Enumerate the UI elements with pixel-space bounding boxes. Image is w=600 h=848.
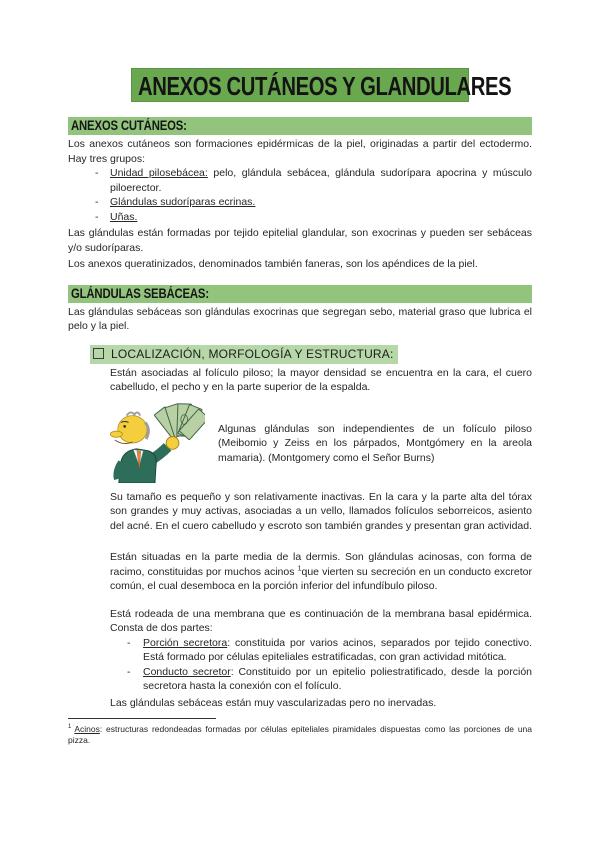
- figure-row: [100, 400, 532, 483]
- document-title-box: [131, 68, 512, 102]
- spacer: [68, 272, 532, 285]
- footnote: [68, 722, 532, 747]
- paragraph: Su tamaño es pequeño y son relativamente inactivas. En la cara y la parte alta del tórax son grandes y muy activas, asociadas a un vello, llamados folículos seborreicos, asiento del acné. En el cuero cabelludo y escroto son también grandes y presentan gran actividad.: [110, 490, 533, 532]
- list-item: [95, 210, 532, 225]
- document-title: ANEXOS CUTÁNEOS Y GLANDULARES: [138, 71, 512, 101]
- bullet-dash: -: [95, 210, 99, 223]
- list-item-text: [110, 166, 532, 195]
- list-item-lead: Uñas.: [110, 210, 138, 223]
- paragraph: Está rodeada de una membrana que es continuación de la membrana basal epidérmica. Consta de dos partes:: [110, 607, 532, 634]
- footnote-term: Acinos: [74, 723, 100, 734]
- paragraph: Están asociadas al folículo piloso; la mayor densidad se encuentra en la cara, el cuero cabelludo, el pecho y en la parte superior de la espalda.: [110, 366, 532, 393]
- bullet-dash: -: [127, 665, 131, 678]
- list-item-text: [143, 636, 532, 665]
- paragraph-text: Están situadas en la parte media de la dermis. Son glándulas acinosas, con forma de racimo, constituidas por muchos acinos: [110, 551, 532, 578]
- spacer: [110, 483, 532, 488]
- list-item-text: [143, 665, 532, 694]
- subsection-body: [110, 366, 532, 395]
- spacer: [110, 533, 532, 548]
- bullet-list: [127, 636, 532, 694]
- section-heading-anexos-cutaneos: [68, 117, 532, 135]
- section-heading-text: GLÁNDULAS SEBÁCEAS:: [71, 285, 209, 301]
- bullet-dash: -: [95, 167, 99, 179]
- document-page: [68, 0, 532, 747]
- checkbox-icon: [93, 348, 104, 359]
- paragraph: Las glándulas sebáceas están muy vascularizadas pero no inervadas.: [110, 696, 437, 709]
- list-item: [127, 665, 532, 694]
- paragraph: Los anexos queratinizados, denominados también faneras, son los apéndices de la piel.: [68, 258, 478, 270]
- list-item-rest: : Constituido por un epitelio poliestratificado, desde la porción secretora hasta la conexión con el folículo.: [143, 665, 533, 692]
- list-item-lead: Unidad pilosebácea:: [110, 167, 208, 179]
- paragraph: Los anexos cutáneos son formaciones epidérmicas de la piel, originadas a partir del ectodermo. Hay tres grupos:: [68, 138, 532, 165]
- bullet-dash: -: [95, 196, 99, 208]
- footnote-marker: 1: [68, 724, 72, 730]
- paragraph-text: que vierten su secreción en un conducto excretor común, el cual desemboca en la porción inferior del infundíbulo piloso.: [110, 565, 533, 592]
- paragraph: Las glándulas están formadas por tejido epitelial glandular, son exocrinas y pueden ser sebáceas y/o sudoríparas.: [68, 227, 532, 254]
- list-item-rest: pelo, glándula sebácea, glándula sudorípara apocrina y músculo piloerector.: [110, 167, 533, 194]
- footnote-text: : estructuras redondeadas formadas por células epiteliales piramidales dispuestas como las porciones de una pizza.: [68, 723, 532, 746]
- subsection-body: [110, 483, 532, 711]
- list-item: [95, 195, 532, 210]
- list-item: [127, 636, 532, 665]
- section-heading-glandulas-sebaceas: [68, 285, 532, 303]
- subsection-heading-row: [90, 345, 532, 364]
- list-item-rest: : constituida por varios acinos, separados por tejido conectivo. Está formado por células epiteliales estratificadas, con gran actividad mitótica.: [143, 636, 532, 663]
- bullet-list: [95, 166, 532, 224]
- list-item: [95, 166, 532, 195]
- list-item-lead: Conducto secretor: [143, 665, 231, 678]
- paragraph: Las glándulas sebáceas son glándulas exocrinas que segregan sebo, material graso que lubrica el pelo y la piel.: [68, 305, 532, 332]
- spacer: [110, 594, 532, 605]
- subsection-heading: LOCALIZACIÓN, MORFOLOGÍA Y ESTRUCTURA:: [111, 346, 394, 361]
- mr-burns-money-image: [100, 400, 205, 483]
- subsection-highlight: [90, 345, 398, 364]
- list-item-lead: Glándulas sudoríparas ecrinas.: [110, 196, 256, 208]
- figure-caption: Algunas glándulas son independientes de un folículo piloso (Meibomio y Zeiss en los párpados, Montgómery en la areola mamaria). (Montgomery como el Señor Burns): [218, 422, 532, 464]
- list-item-text: [110, 195, 532, 210]
- list-item-lead: Porción secretora: [143, 636, 228, 649]
- footnote-reference: 1: [297, 565, 302, 572]
- list-item-text: [110, 210, 532, 225]
- section-heading-text: ANEXOS CUTÁNEOS:: [71, 118, 187, 133]
- paragraph-with-footnote-ref: [110, 550, 532, 594]
- footnote-separator: [68, 718, 216, 719]
- bullet-dash: -: [127, 636, 131, 649]
